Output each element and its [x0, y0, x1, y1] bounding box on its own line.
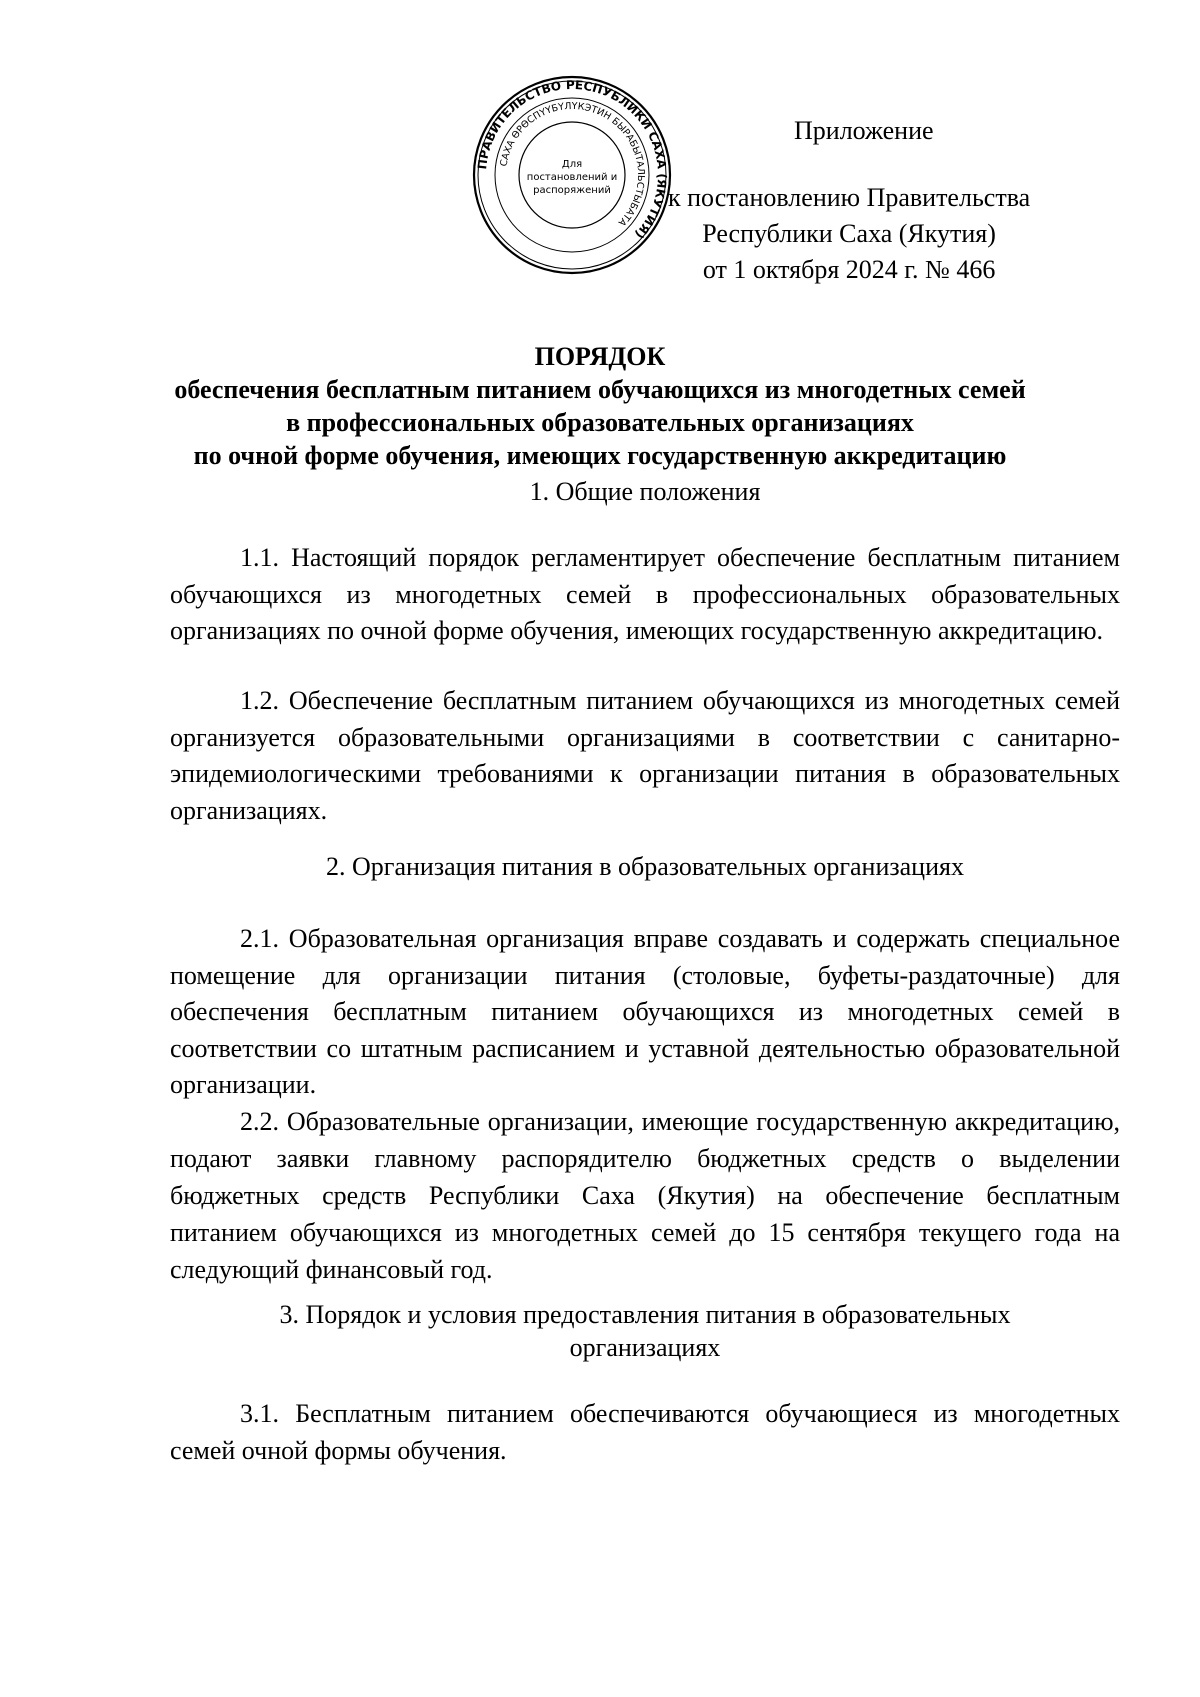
- seal-center-line-2: постановлений и: [526, 172, 618, 183]
- seal-center-line-1: Для: [561, 159, 583, 170]
- section-3-heading-line: 3. Порядок и условия предоставления питания в образовательных: [279, 1300, 1011, 1329]
- paragraph-2-1: 2.1. Образовательная организация вправе создавать и содержать специальное помещение для организации питания (столовые, буфеты-раздаточные) для обеспечения бесплатным питанием обучающихся из многодетных семей в соответствии со штатным расписанием и уставной деятельностью образовательной организации.: [170, 924, 1120, 1099]
- section-3-heading-line: организациях: [569, 1333, 721, 1362]
- attachment-line: от 1 октября 2024 г. № 466: [702, 255, 996, 284]
- subtitle-line: в профессиональных образовательных организациях: [286, 408, 914, 437]
- paragraph-1-2: 1.2. Обеспечение бесплатным питанием обучающихся из многодетных семей организуется образовательными организациями в соответствии с санитарно-эпидемиологическими требованиями к организации питания в образовательных организациях.: [170, 686, 1120, 825]
- section-2-heading: 2. Организация питания в образовательных организациях: [326, 852, 964, 881]
- official-seal: [472, 75, 672, 275]
- subtitle-line: обеспечения бесплатным питанием обучающихся из многодетных семей: [174, 375, 1026, 404]
- attachment-line: Республики Саха (Якутия): [702, 219, 996, 248]
- subtitle-line: по очной форме обучения, имеющих государственную аккредитацию: [193, 441, 1007, 470]
- seal-center-line-3: распоряжений: [533, 185, 611, 196]
- paragraph-3-1: 3.1. Бесплатным питанием обеспечиваются обучающиеся из многодетных семей очной формы обучения.: [170, 1399, 1120, 1465]
- title: ПОРЯДОК: [534, 342, 666, 371]
- document-title: [0, 340, 1200, 472]
- paragraph-1-1: 1.1. Настоящий порядок регламентирует обеспечение бесплатным питанием обучающихся из многодетных семей в профессиональных образовательных организациях по очной форме обучения, имеющих государственную аккредитацию.: [170, 543, 1120, 645]
- section-3-heading: [170, 1298, 1120, 1364]
- attachment-reference: [668, 180, 1030, 288]
- seal-inner-text: САХА ӨРӨСПҮҮБҮЛҮКЭТИН БЫРАБЫТАЛЬСТЫБАТА: [498, 100, 647, 228]
- seal-outer-text: ПРАВИТЕЛЬСТВО РЕСПУБЛИКИ САХА (ЯКУТИЯ): [475, 77, 670, 242]
- attachment-title: Приложение: [794, 116, 934, 145]
- section-1-heading: 1. Общие положения: [529, 477, 761, 506]
- paragraph-2-2: 2.2. Образовательные организации, имеющие государственную аккредитацию, подают заявки главному распорядителю бюджетных средств о выделении бюджетных средств Республики Саха (Якутия) на обеспечение бесплатным питанием обучающихся из многодетных семей до 15 сентября текущего года на следующий финансовый год.: [170, 1107, 1120, 1284]
- attachment-line: к постановлению Правительства: [668, 183, 1031, 212]
